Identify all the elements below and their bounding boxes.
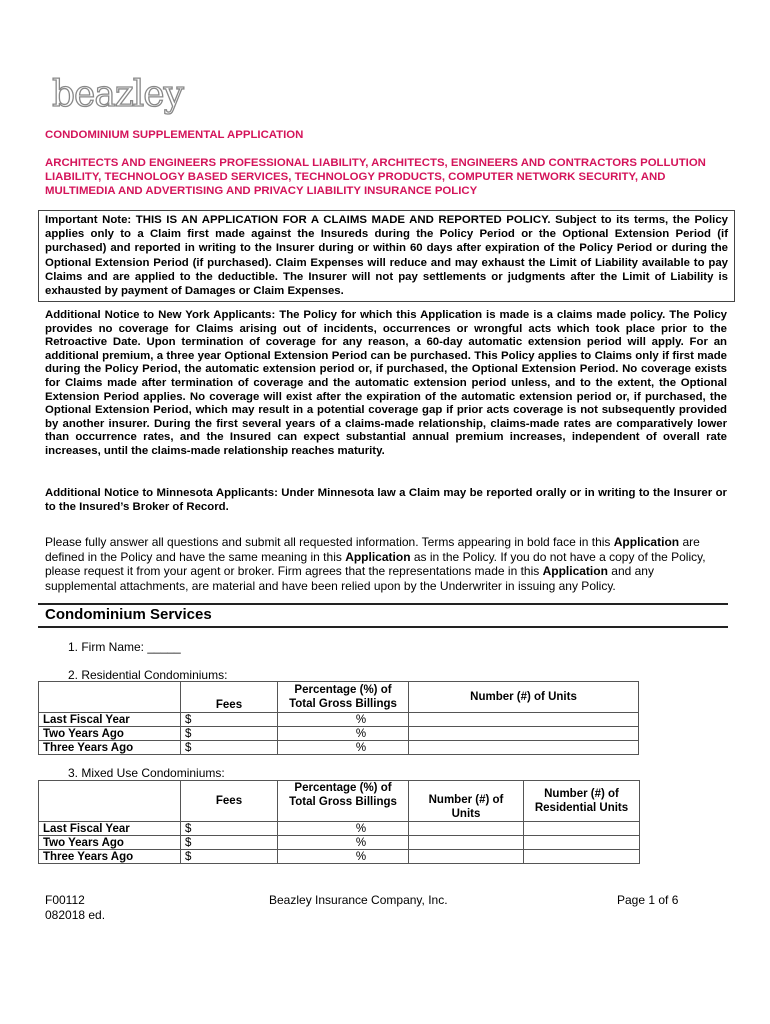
row-label: Three Years Ago [39, 850, 181, 864]
header-fees: Fees [181, 781, 278, 822]
fees-cell[interactable]: $ [181, 727, 278, 741]
units-cell[interactable] [409, 822, 524, 836]
residential-units-cell[interactable] [524, 822, 640, 836]
company-name: Beazley Insurance Company, Inc. [269, 893, 448, 907]
instructions-paragraph: Please fully answer all questions and submit all requested information. Terms appearing in bold face in this Application are defined in the Policy and have the same meaning in this Application as in the Policy. If you do not have a copy of the Policy, please request it from your agent or broker. Firm agrees that the representations made in this Application and any supplemental attachments, are material and have been relied upon by the Underwriter in issuing any Policy. [45, 535, 706, 593]
row-label: Last Fiscal Year [39, 713, 181, 727]
table-row [39, 727, 639, 741]
table-row [39, 822, 640, 836]
section-title: Condominium Services [45, 606, 212, 623]
row-label: Three Years Ago [39, 741, 181, 755]
header-units: Number (#) of Units [409, 781, 524, 822]
fees-cell[interactable]: $ [181, 836, 278, 850]
units-cell[interactable] [409, 741, 639, 755]
table-row [39, 850, 640, 864]
logo-wordmark: beazley [52, 74, 183, 115]
question-residential: 2. Residential Condominiums: [68, 668, 228, 682]
form-number-block [45, 893, 105, 923]
fees-cell[interactable]: $ [181, 741, 278, 755]
row-label: Two Years Ago [39, 836, 181, 850]
percentage-cell[interactable]: % [278, 741, 409, 755]
header-percentage: Percentage (%) of Total Gross Billings [278, 781, 409, 822]
fees-cell[interactable]: $ [181, 822, 278, 836]
units-cell[interactable] [409, 713, 639, 727]
form-edition: 082018 ed. [45, 908, 106, 922]
fees-cell[interactable]: $ [181, 713, 278, 727]
percentage-cell[interactable]: % [278, 822, 409, 836]
percentage-cell[interactable]: % [278, 713, 409, 727]
question-mixed-use: 3. Mixed Use Condominiums: [68, 766, 225, 780]
residential-condominiums-table [38, 681, 639, 755]
units-cell[interactable] [409, 836, 524, 850]
percentage-cell[interactable]: % [278, 850, 409, 864]
header-fees: Fees [181, 682, 278, 713]
fees-cell[interactable]: $ [181, 850, 278, 864]
units-cell[interactable] [409, 727, 639, 741]
table-row [39, 741, 639, 755]
section-divider-bottom [38, 626, 728, 628]
form-number: F00112 [45, 893, 85, 907]
percentage-cell[interactable]: % [278, 836, 409, 850]
important-note: Important Note: THIS IS AN APPLICATION FOR A CLAIMS MADE AND REPORTED POLICY. Subject to its terms, the Policy applies only to a Claim first made against the Insureds during the Policy Period or the Optional Extension Period (if purchased) and reported in writing to the Insurer during or within 60 days after expiration of the Policy Period or during the Optional Extension Period (if purchased). Claim Expenses will reduce and may exhaust the Limit of Liability available to pay Claims and are applied to the deductible. The Insurer will not pay settlements or judgments after the Limit of Liability is exhausted by payment of Damages or Claim Expenses. [38, 210, 735, 302]
new-york-notice: Additional Notice to New York Applicants: The Policy for which this Application is made is a claims made policy. The Policy provides no coverage for Claims arising out of incidents, occurrences or wrongful acts which took place prior to the Retroactive Date. Upon termination of coverage for any reason, a 60-day automatic extension period will apply. For an additional premium, a three year Optional Extension Period can be purchased. This Policy applies to Claims only if first made during the Policy Period, the automatic extension period or, if purchased, the Optional Extension Period. No coverage exists for Claims made after termination of coverage and the automatic extension period unless, and to the extent, the Optional Extension Period applies. No coverage will exist after the expiration of the automatic extension period or, if purchased, the Optional Extension Period, which may result in a potential coverage gap if prior acts coverage is not subsequently provided by another insurer. During the first several years of a claims-made relationship, claims-made rates are comparatively lower than occurrence rates, and the Insured can expect substantial annual premium increases, independent of overall rate increases, until the claims-made relationship reaches maturity. [45, 309, 727, 457]
header-units: Number (#) of Units [409, 682, 639, 713]
table-row [39, 713, 639, 727]
header-percentage: Percentage (%) of Total Gross Billings [278, 682, 409, 713]
units-cell[interactable] [409, 850, 524, 864]
percentage-cell[interactable]: % [278, 727, 409, 741]
table-row [39, 836, 640, 850]
page-number: Page 1 of 6 [617, 893, 679, 907]
residential-units-cell[interactable] [524, 836, 640, 850]
row-label: Two Years Ago [39, 727, 181, 741]
minnesota-notice: Additional Notice to Minnesota Applicants: Under Minnesota law a Claim may be reported orally or in writing to the Insurer or to the Insured’s Broker of Record. [45, 487, 727, 513]
residential-units-cell[interactable] [524, 850, 640, 864]
header-residential-units: Number (#) of Residential Units [524, 781, 640, 822]
mixed-use-condominiums-table [38, 780, 640, 864]
section-divider-top [38, 603, 728, 605]
document-title: CONDOMINIUM SUPPLEMENTAL APPLICATION [45, 129, 304, 141]
question-firm-name: 1. Firm Name: _____ [68, 640, 181, 654]
beazley-logo [50, 72, 190, 120]
row-label: Last Fiscal Year [39, 822, 181, 836]
policy-subtitle: ARCHITECTS AND ENGINEERS PROFESSIONAL LIABILITY, ARCHITECTS, ENGINEERS AND CONTRACTORS POLLUTION LIABILITY, TECHNOLOGY BASED SERVICES, TECHNOLOGY PRODUCTS, COMPUTER NETWORK SECURITY, AND MULTIMEDIA AND ADVERTISING AND PRIVACY LIABILITY INSURANCE POLICY [45, 157, 706, 197]
